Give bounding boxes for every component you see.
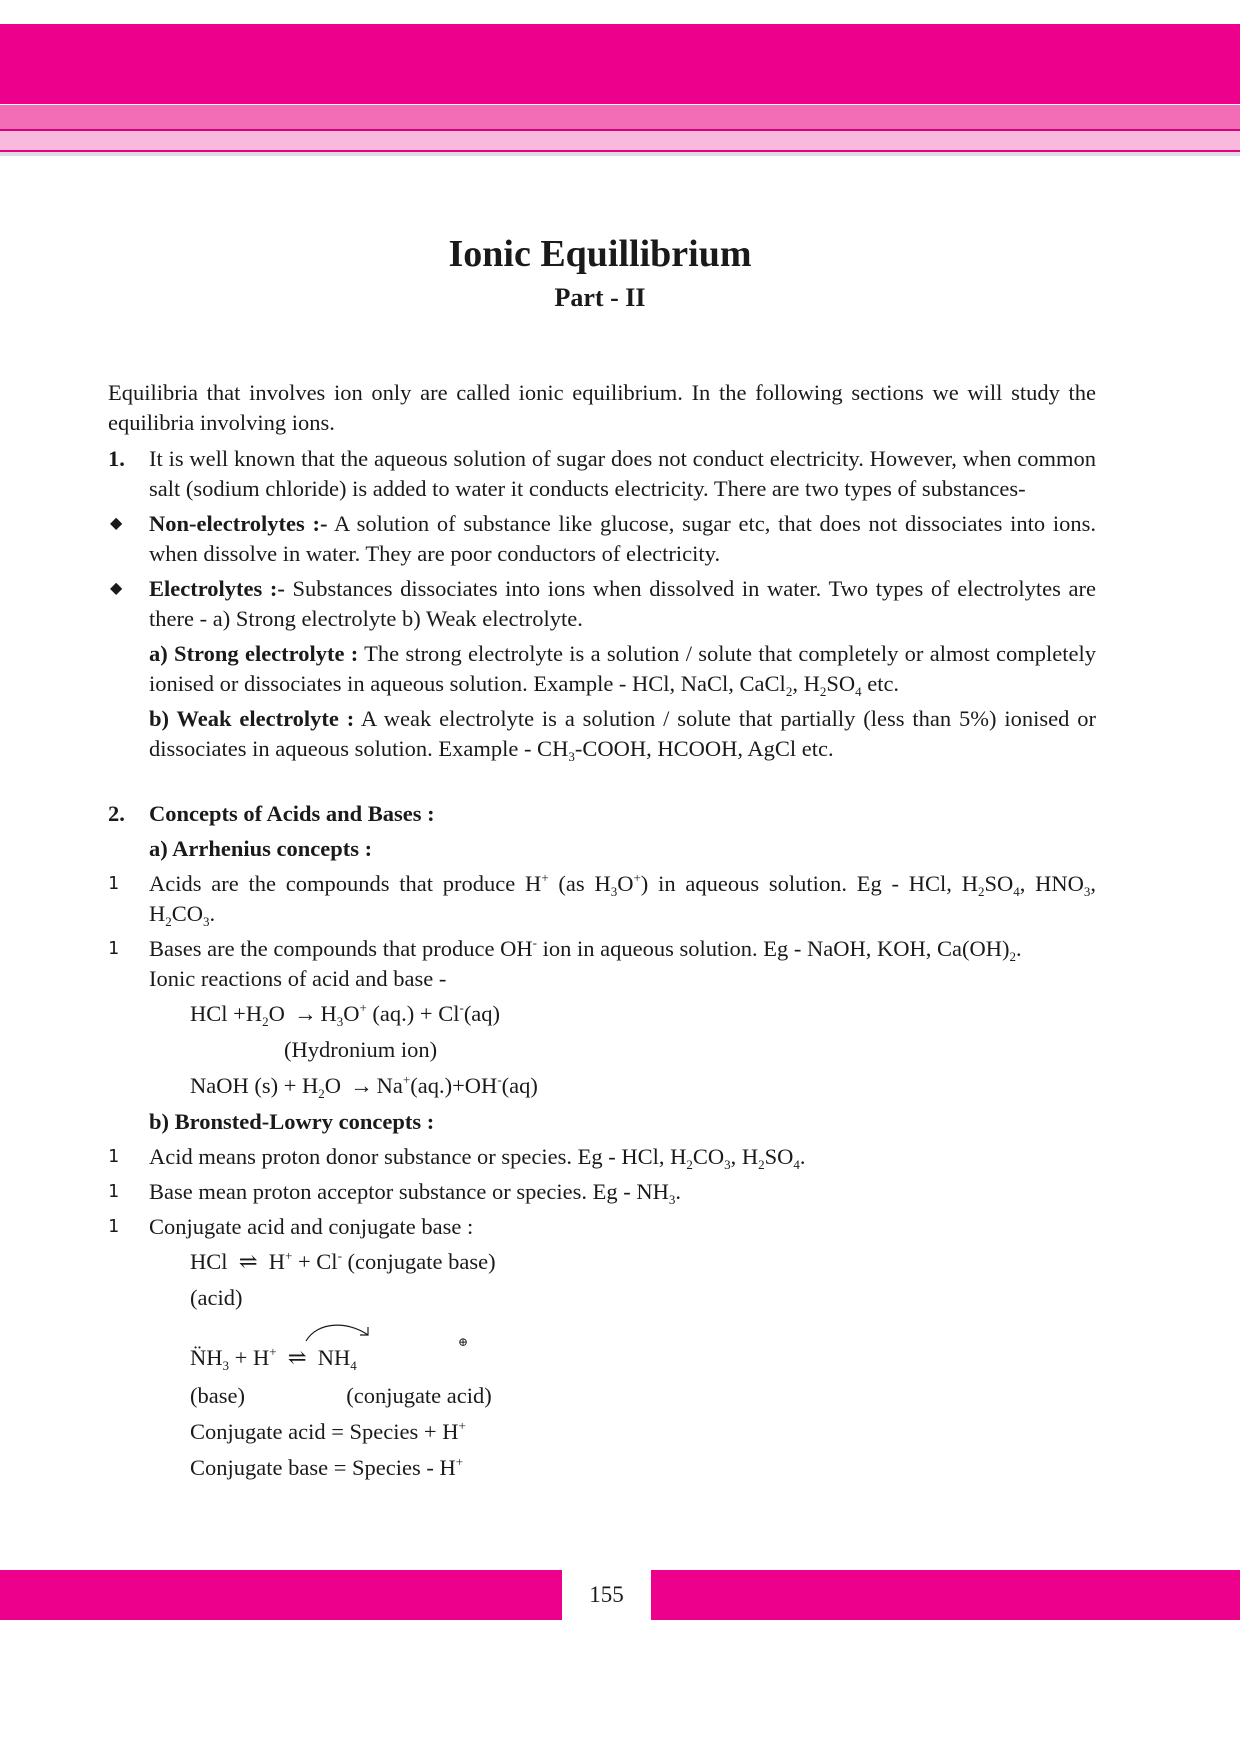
- header-band: [0, 24, 1240, 104]
- item-text: Acid means proton donor substance or species. Eg - HCl, H: [149, 1144, 687, 1169]
- bronsted-heading: [108, 1107, 1096, 1137]
- weak-electrolyte: b) Weak electrolyte : A weak electrolyte is a solution / solute that partially (less than 5%) ionised or dissociates in aqueous solution. Example - $CH_3$-COOH, HCOOH, AgCl etc.: [149, 706, 1096, 764]
- bullet-icon: 1: [108, 1146, 119, 1167]
- subheading: b) Bronsted-Lowry concepts :: [149, 1109, 435, 1134]
- header-light-stripe: [0, 131, 1240, 150]
- page-number: 155: [589, 1582, 624, 1607]
- section-2: [108, 799, 1096, 829]
- term-label: a) Strong electrolyte :: [149, 641, 359, 666]
- bullet-icon: 1: [108, 1181, 119, 1202]
- positive-charge-icon: ⊕: [458, 1335, 469, 1349]
- electron-transfer-arrow-icon: [298, 1319, 388, 1345]
- term-label: b) Weak electrolyte :: [149, 706, 355, 731]
- equation-nh3: [108, 1319, 1096, 1381]
- acid-label: (acid): [190, 1285, 243, 1310]
- base-labels: [108, 1381, 1096, 1411]
- nh3-equation-text: $N̈H_3 + H^+$ ⇌ $NH_4$: [190, 1344, 357, 1373]
- definition-text: Conjugate base = Species - H: [190, 1455, 456, 1480]
- footer-band-left: [0, 1570, 562, 1620]
- conjugate-base-definition: Conjugate base = Species - H+: [190, 1454, 464, 1480]
- page-title: Ionic Equillibrium: [448, 233, 752, 275]
- bullet-icon: 1: [108, 938, 119, 959]
- base-label: (base): [190, 1383, 245, 1408]
- intro-paragraph: Equilibria that involves ion only are called ionic equilibrium. In the following sections we will study the equilibria involving ions.: [108, 380, 1096, 435]
- list-item-electrolytes: [108, 574, 1096, 634]
- list-item-non-electrolytes: [108, 509, 1096, 569]
- strong-electrolyte: a) Strong electrolyte : The strong electrolyte is a solution / solute that completely or almost completely ionised or dissociates in aqueous solution. Example - HCl, NaCl, CaCl$_2$, $H_2SO_4$ etc.: [149, 641, 1096, 699]
- bullet-icon: 1: [108, 1216, 119, 1237]
- equation-hcl: HCl $+H_2O \to H_3O^+$ (aq.) + Cl-(aq): [190, 1000, 501, 1029]
- item-text: Acids are the compounds that produce H: [149, 871, 542, 896]
- term-text: The strong electrolyte is a solution / solute that completely or almost completely ionised or dissociates in aqueous solution. Example - HCl, NaCl, CaCl: [149, 641, 1096, 696]
- section-1-text: It is well known that the aqueous solution of sugar does not conduct electricity. However, when common salt (sodium chloride) is added to water it conducts electricity. There are two types of substances-: [149, 446, 1096, 501]
- conjugate-base-label: (conjugate base): [347, 1249, 496, 1274]
- page-subtitle: Part - II: [554, 283, 646, 312]
- footer-band-right: [651, 1570, 1240, 1620]
- term-text: A weak electrolyte is a solution / solute that partially (less than 5%) ionised or dissociates in aqueous solution. Example - CH: [149, 706, 1096, 761]
- list-item-bronsted-acid: 1 Acid means proton donor substance or species. Eg - HCl, $H_2CO_3$, $H_2SO_4$.: [108, 1144, 806, 1172]
- list-item-arrhenius-base: 1 Bases are the compounds that produce OH- ion in aqueous solution. Eg - NaOH, KOH, $Ca(OH)_2$. Ionic reactions of acid and base -: [108, 935, 1022, 991]
- list-item-arrhenius-acid: 1 Acids are the compounds that produce H+ (as $H_3O^+$) in aqueous solution. Eg - HCl, $H_2SO_4$, $HNO_3$, $H_2CO_3$.: [108, 870, 1097, 929]
- ionic-reactions-label: Ionic reactions of acid and base -: [149, 966, 447, 991]
- conjugate-acid-definition: Conjugate acid = Species + H+: [190, 1418, 466, 1444]
- section-number: 1.: [108, 446, 125, 471]
- section-1: [108, 444, 1096, 504]
- item-text: Base mean proton acceptor substance or species. Eg - NH: [149, 1179, 669, 1204]
- header-stripe: [0, 105, 1240, 129]
- section-number: 2.: [108, 801, 125, 826]
- diamond-bullet-icon: ◆: [110, 515, 123, 532]
- header-shadow: [0, 152, 1240, 156]
- term-text: Substances dissociates into ions when dissolved in water. Two types of electrolytes are there - a) Strong electrolyte b) Weak electrolyte.: [149, 576, 1097, 631]
- item-text: Conjugate acid and conjugate base :: [149, 1214, 474, 1239]
- list-item-conjugate: [108, 1212, 1096, 1242]
- arrhenius-heading: [108, 834, 1096, 864]
- conjugate-acid-label: (conjugate acid): [346, 1383, 492, 1408]
- term-label: Non-electrolytes :-: [149, 511, 328, 536]
- bullet-icon: 1: [108, 873, 119, 894]
- term-text: A solution of substance like glucose, sugar etc, that does not dissociates into ions. when dissolve in water. They are poor conductors of electricity.: [149, 511, 1096, 566]
- hydronium-label: (Hydronium ion): [284, 1037, 438, 1062]
- definition-text: Conjugate acid = Species + H: [190, 1419, 459, 1444]
- equation-hcl-conjugate: HCl ⇌ H+ + Cl- (conjugate base): [190, 1248, 496, 1274]
- list-item-bronsted-base: 1 Base mean proton acceptor substance or species. Eg - $NH_3$.: [108, 1179, 681, 1207]
- section-2-heading: Concepts of Acids and Bases :: [149, 801, 435, 826]
- term-label: Electrolytes :-: [149, 576, 285, 601]
- equation-naoh: NaOH $(s) + H_2O \to Na^+(aq.)+OH^-(aq)$: [190, 1072, 538, 1101]
- item-text: Bases are the compounds that produce OH: [149, 936, 533, 961]
- subheading: a) Arrhenius concepts :: [149, 836, 373, 861]
- diamond-bullet-icon: ◆: [110, 580, 123, 597]
- document-body: [108, 378, 1096, 1489]
